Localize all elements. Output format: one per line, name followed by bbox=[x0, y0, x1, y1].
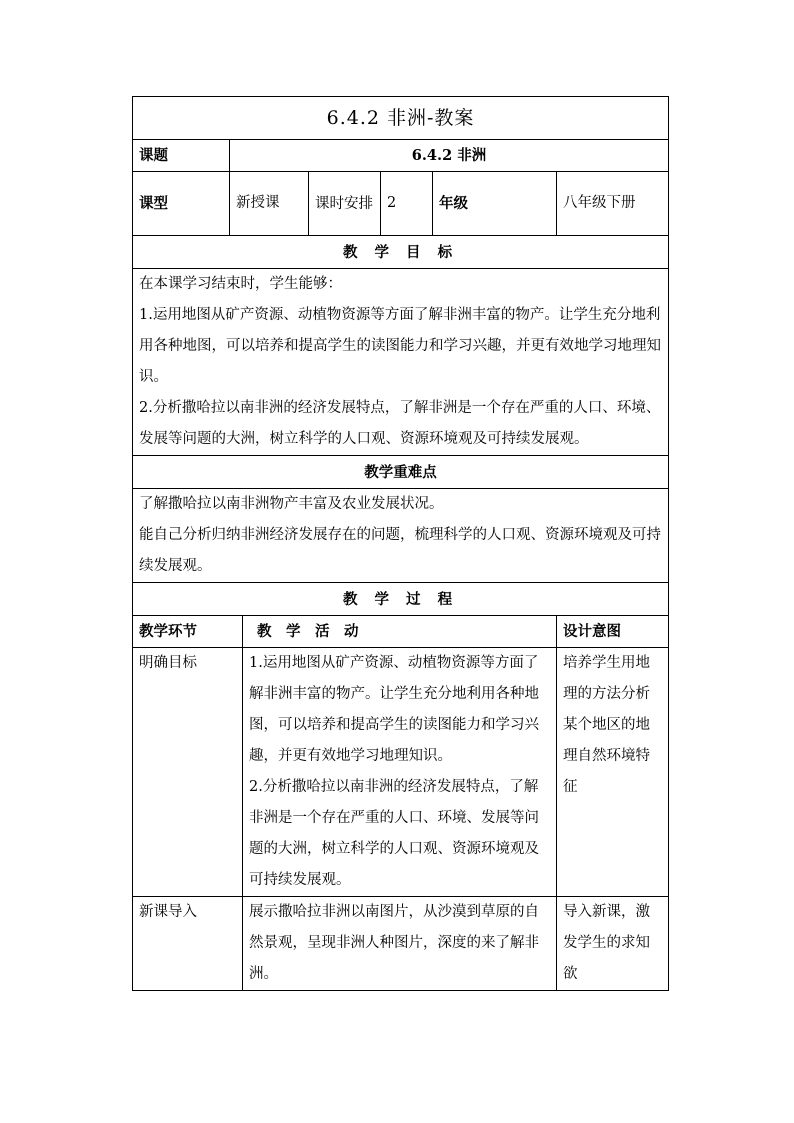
activity-paragraph: 2.分析撒哈拉以南非洲的经济发展特点，了解非洲是一个存在严重的人口、环境、发展等问题的大洲，树立科学的人口观、资源环境观及可持续发展观。 bbox=[249, 779, 539, 888]
objectives-intro: 在本课学习结束时，学生能够： bbox=[139, 276, 342, 292]
key-points-body-row bbox=[133, 489, 669, 583]
grade-label: 年级 bbox=[433, 172, 557, 236]
process-columns-row bbox=[133, 616, 669, 648]
page-title: 6.4.2 非洲-教案 bbox=[133, 97, 669, 140]
lesson-plan-table bbox=[132, 96, 669, 991]
topic-row bbox=[133, 140, 669, 172]
activity-paragraph: 1.运用地图从矿产资源、动植物资源等方面了解非洲丰富的物产。让学生充分地利用各种地图，可以培养和提高学生的读图能力和学习兴趣，并更有效地学习地理知识。 bbox=[249, 655, 539, 764]
key-point-item: 能自己分析归纳非洲经济发展存在的问题，梳理科学的人口观、资源环境观及可持续发展观。 bbox=[139, 527, 661, 574]
objectives-heading: 教 学 目 标 bbox=[133, 236, 669, 269]
intent-cell: 导入新课，激发学生的求知欲 bbox=[557, 897, 669, 991]
title-row bbox=[133, 97, 669, 140]
key-point-item: 了解撒哈拉以南非洲物产丰富及农业发展状况。 bbox=[139, 496, 444, 512]
hours-value: 2 bbox=[381, 172, 433, 236]
type-row bbox=[133, 172, 669, 236]
column-header-intent: 设计意图 bbox=[557, 616, 669, 648]
objectives-body-row bbox=[133, 269, 669, 456]
topic-value: 6.4.2 非洲 bbox=[230, 140, 669, 172]
objectives-body bbox=[133, 269, 669, 456]
hours-label: 课时安排 bbox=[309, 172, 381, 236]
objective-item: 1.运用地图从矿产资源、动植物资源等方面了解非洲丰富的物产。让学生充分地利用各种地图，可以培养和提高学生的读图能力和学习兴趣，并更有效地学习地理知识。 bbox=[139, 307, 661, 385]
key-points-heading-row bbox=[133, 456, 669, 489]
type-label: 课型 bbox=[133, 172, 230, 236]
activity-cell bbox=[243, 648, 557, 897]
table-row bbox=[133, 648, 669, 897]
process-heading: 教 学 过 程 bbox=[133, 583, 669, 616]
objective-item: 2.分析撒哈拉以南非洲的经济发展特点，了解非洲是一个存在严重的人口、环境、发展等问题的大洲，树立科学的人口观、资源环境观及可持续发展观。 bbox=[139, 400, 661, 447]
table-row bbox=[133, 897, 669, 991]
column-header-stage: 教学环节 bbox=[133, 616, 243, 648]
activity-cell bbox=[243, 897, 557, 991]
topic-label: 课题 bbox=[133, 140, 230, 172]
intent-cell: 培养学生用地理的方法分析某个地区的地理自然环境特征 bbox=[557, 648, 669, 897]
type-value: 新授课 bbox=[230, 172, 309, 236]
process-heading-row bbox=[133, 583, 669, 616]
key-points-heading: 教学重难点 bbox=[133, 456, 669, 489]
lesson-plan-sheet bbox=[132, 96, 668, 991]
column-header-activity: 教 学 活 动 bbox=[243, 616, 557, 648]
objectives-heading-row bbox=[133, 236, 669, 269]
key-points-body bbox=[133, 489, 669, 583]
stage-cell: 新课导入 bbox=[133, 897, 243, 991]
grade-value: 八年级下册 bbox=[557, 172, 669, 236]
activity-paragraph: 展示撒哈拉非洲以南图片，从沙漠到草原的自然景观，呈现非洲人种图片，深度的来了解非洲。 bbox=[249, 904, 539, 982]
stage-cell: 明确目标 bbox=[133, 648, 243, 897]
